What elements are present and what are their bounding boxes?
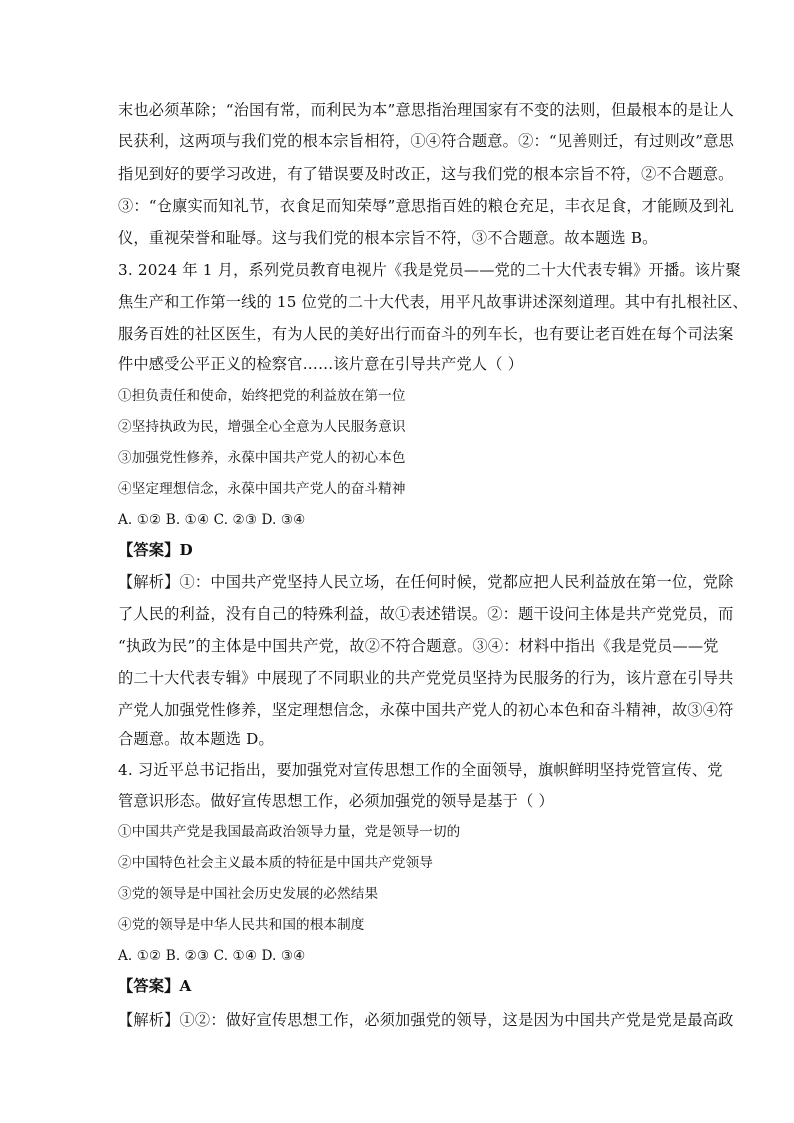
option-item: ①中国共产党是我国最高政治领导力量，党是领导一切的 [118, 824, 461, 840]
option-item: ④党的领导是中华人民共和国的根本制度 [118, 917, 365, 933]
answer-label: 【答案】A [118, 977, 192, 995]
option-item: ③加强党性修养，永葆中国共产党人的初心本色 [118, 450, 406, 466]
analysis-line: 【解析】①②：做好宣传思想工作，必须加强党的领导，这是因为中国共产党是党是最高政 [118, 1011, 734, 1029]
text-line: 民获利，这两项与我们党的根本宗旨相符，①④符合题意。②：“见善则迁，有过则改”意思 [118, 132, 735, 150]
analysis-line: 【解析】①：中国共产党坚持人民立场，在任何时候，党都应把人民利益放在第一位，党除 [118, 573, 734, 591]
choices-line: A. ①② B. ①④ C. ②③ D. ③④ [118, 512, 306, 528]
option-item: ④坚定理想信念，永葆中国共产党人的奋斗精神 [118, 481, 406, 497]
text-line: 指见到好的要学习改进，有了错误要及时改正，这与我们党的根本宗旨不符，②不合题意。 [118, 165, 734, 183]
text-line: 焦生产和工作第一线的 15 位党的二十大代表，用平凡故事讲述深刻道理。其中有扎根社区、 [118, 293, 748, 311]
text-line: 了人民的利益，没有自己的特殊利益，故①表述错误。②：题干设问主体是共产党党员，而 [118, 605, 734, 623]
text-line: 的二十大代表专辑》中展现了不同职业的共产党党员坚持为民服务的行为，该片意在引导共 [118, 669, 734, 687]
text-line: “执政为民”的主体是中国共产党，故②不符合题意。③④：材料中指出《我是党员——党 [118, 637, 719, 655]
option-item: ②坚持执政为民，增强全心全意为人民服务意识 [118, 419, 406, 435]
text-line: 仪，重视荣誉和耻辱。这与我们党的根本宗旨不符，③不合题意。故本题选 B。 [118, 229, 658, 247]
text-line: 产党人加强党性修养，坚定理想信念，永葆中国共产党人的初心本色和奋斗精神，故③④符 [118, 701, 734, 719]
question-3-stem: 3. 2024 年 1 月，系列党员教育电视片《我是党员——党的二十大代表专辑》开播。该片聚 [118, 261, 741, 279]
text-line: 服务百姓的社区医生，有为人民的美好出行而奋斗的列车长，也有要让老百姓在每个司法案 [118, 325, 734, 343]
answer-label: 【答案】D [118, 541, 193, 559]
text-line: 末也必须革除；“治国有常，而利民为本”意思指治理国家有不变的法则，但最根本的是让人 [118, 101, 735, 119]
text-line: ③：“仓廪实而知礼节，衣食足而知荣辱”意思指百姓的粮仓充足，丰衣足食，才能顾及到礼 [118, 197, 735, 215]
question-4-stem: 4. 习近平总书记指出，要加强党对宣传思想工作的全面领导，旗帜鲜明坚持党管宣传、党 [118, 761, 723, 779]
option-item: ③党的领导是中国社会历史发展的必然结果 [118, 886, 379, 902]
text-line: 件中感受公平正义的检察官……该片意在引导共产党人（ ） [118, 355, 524, 373]
text-line: 合题意。故本题选 D。 [118, 730, 274, 748]
text-line: 管意识形态。做好宣传思想工作，必须加强党的领导是基于（ ） [118, 792, 554, 810]
option-item: ②中国特色社会主义最本质的特征是中国共产党领导 [118, 855, 433, 871]
option-item: ①担负责任和使命，始终把党的利益放在第一位 [118, 388, 406, 404]
choices-line: A. ①② B. ②③ C. ①④ D. ③④ [118, 948, 306, 964]
